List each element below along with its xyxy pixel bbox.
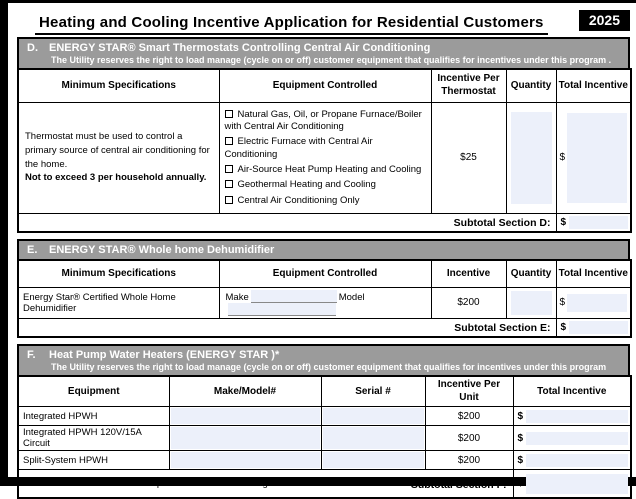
- checkbox-gas-oil-propane[interactable]: [225, 110, 233, 118]
- checkbox-geothermal[interactable]: [225, 180, 233, 188]
- f-make-model-input[interactable]: [171, 427, 320, 449]
- d-subtotal-label: Subtotal Section D:: [18, 213, 556, 232]
- col-serial: Serial #: [321, 376, 425, 407]
- d-quantity-cell: [506, 102, 556, 213]
- d-min-specs-cell: Thermostat must be used to control a primary source of central air conditioning for the home. Not to exceed 3 per household annually.: [18, 102, 219, 213]
- section-e-header-row: [18, 260, 631, 287]
- section-f-header: [17, 344, 630, 375]
- section-d-header-row: [18, 69, 631, 102]
- d-incentive-value: $25: [431, 102, 506, 213]
- frame-left: [0, 0, 8, 478]
- col-quantity: Quantity: [506, 69, 556, 102]
- col-equipment-controlled: Equipment Controlled: [219, 260, 431, 287]
- section-d-subtitle: The Utility reserves the right to load manage (cycle on or off) customer equipment that qualifies for incentives under this program .: [51, 55, 612, 65]
- f-equipment-label: Integrated HPWH: [18, 407, 169, 426]
- e-min-specs-cell: Energy Star® Certified Whole Home Dehumidifier: [18, 287, 219, 318]
- f-serial-input[interactable]: [323, 427, 424, 449]
- equipment-option: Electric Furnace with Central Air Conditioning: [224, 136, 373, 160]
- f-incentive-value: $200: [425, 426, 513, 451]
- f-equipment-label: Split-System HPWH: [18, 451, 169, 470]
- f-note-cell: [18, 470, 513, 498]
- f-total-input[interactable]: [526, 454, 628, 467]
- section-e-body-row: [18, 287, 631, 318]
- e-quantity-cell: [506, 287, 556, 318]
- e-quantity-input[interactable]: [511, 291, 552, 315]
- col-equipment-controlled: Equipment Controlled: [219, 69, 431, 102]
- f-make-model-cell: [169, 426, 321, 451]
- checkbox-air-source-heat-pump[interactable]: [225, 165, 233, 173]
- d-subtotal-input[interactable]: [569, 216, 628, 229]
- f-note-text: *Please attach manufacturer's specification sheet showing ENERGY STAR certification.: [23, 477, 391, 489]
- section-d-body-row: [18, 102, 631, 213]
- d-subtotal-cell: $: [556, 213, 631, 232]
- section-f-title: F. Heat Pump Water Heaters (ENERGY STAR )*: [27, 349, 280, 362]
- section-f-subtitle: The Utility reserves the right to load manage (cycle on or off) customer equipment that qualifies for incentives under this program: [51, 362, 607, 373]
- f-row-integrated-hpwh-120v: [18, 426, 631, 451]
- col-total-incentive: Total Incentive: [513, 376, 631, 407]
- f-make-model-cell: [169, 407, 321, 426]
- e-make-input[interactable]: [251, 290, 337, 303]
- section-e-table: [17, 259, 632, 338]
- f-serial-input[interactable]: [323, 408, 424, 424]
- checkbox-electric-furnace[interactable]: [225, 137, 233, 145]
- section-d-header: [17, 37, 630, 68]
- f-subtotal-cell: $: [513, 470, 631, 498]
- e-subtotal-cell: $: [556, 318, 631, 337]
- f-serial-cell: [321, 451, 425, 470]
- f-incentive-value: $200: [425, 451, 513, 470]
- col-equipment: Equipment: [18, 376, 169, 407]
- section-e-subtotal-row: [18, 318, 631, 337]
- d-total-input[interactable]: [567, 113, 627, 203]
- section-d-title: D. ENERGY STAR® Smart Thermostats Controlling Central Air Conditioning: [27, 42, 431, 54]
- section-f-footer-row: [18, 470, 631, 498]
- equipment-option: Natural Gas, Oil, or Propane Furnace/Boiler with Central Air Conditioning: [224, 108, 422, 132]
- col-total-incentive: Total Incentive: [556, 69, 631, 102]
- col-incentive-per-thermostat: Incentive Per Thermostat: [431, 69, 506, 102]
- section-d: [17, 37, 630, 233]
- e-total-cell: $: [556, 287, 631, 318]
- col-min-specs: Minimum Specifications: [18, 260, 219, 287]
- e-incentive-value: $200: [431, 287, 506, 318]
- e-model-input[interactable]: [228, 303, 336, 316]
- equipment-option: Air-Source Heat Pump Heating and Cooling: [225, 164, 426, 176]
- section-f-table: [17, 375, 632, 499]
- f-make-model-cell: [169, 451, 321, 470]
- col-make-model: Make/Model#: [169, 376, 321, 407]
- section-e: [17, 239, 630, 338]
- section-e-header: [17, 239, 630, 259]
- d-quantity-input[interactable]: [511, 112, 552, 204]
- col-quantity: Quantity: [506, 260, 556, 287]
- section-e-title: E. ENERGY STAR® Whole home Dehumidifier: [27, 244, 275, 257]
- form-page: [8, 3, 636, 491]
- e-subtotal-label: Subtotal Section E:: [18, 318, 556, 337]
- f-total-input[interactable]: [526, 410, 628, 423]
- page-title: Heating and Cooling Incentive Application for Residential Customers: [35, 14, 548, 35]
- f-make-model-input[interactable]: [171, 452, 320, 468]
- f-total-cell: $: [513, 426, 631, 451]
- f-subtotal-label: Subtotal Section F:: [410, 478, 507, 491]
- equipment-option: Geothermal Heating and Cooling: [225, 179, 426, 191]
- e-make-model-cell: Make Model: [219, 287, 431, 318]
- f-row-split-system-hpwh: [18, 451, 631, 470]
- f-total-input[interactable]: [526, 432, 628, 445]
- e-subtotal-input[interactable]: [569, 321, 628, 334]
- f-serial-input[interactable]: [323, 452, 424, 468]
- col-total-incentive: Total Incentive: [556, 260, 631, 287]
- section-f: [17, 344, 630, 499]
- col-incentive: Incentive: [431, 260, 506, 287]
- f-total-cell: $: [513, 407, 631, 426]
- d-equipment-cell: [219, 102, 431, 213]
- f-equipment-label: Integrated HPWH 120V/15A Circuit: [18, 426, 169, 451]
- section-f-header-row: [18, 376, 631, 407]
- e-total-input[interactable]: [567, 294, 627, 312]
- f-subtotal-input[interactable]: [526, 474, 628, 494]
- col-min-specs: Minimum Specifications: [18, 69, 219, 102]
- f-serial-cell: [321, 407, 425, 426]
- year-badge: 2025: [579, 10, 630, 31]
- d-total-cell: $: [556, 102, 631, 213]
- f-row-integrated-hpwh: [18, 407, 631, 426]
- equipment-option: Central Air Conditioning Only: [225, 195, 426, 207]
- f-serial-cell: [321, 426, 425, 451]
- f-total-cell: $: [513, 451, 631, 470]
- section-d-table: [17, 68, 632, 233]
- f-make-model-input[interactable]: [171, 408, 320, 424]
- title-bar: [17, 7, 630, 37]
- col-incentive-per-unit: Incentive Per Unit: [425, 376, 513, 407]
- checkbox-central-ac-only[interactable]: [225, 196, 233, 204]
- section-d-subtotal-row: [18, 213, 631, 232]
- f-incentive-value: $200: [425, 407, 513, 426]
